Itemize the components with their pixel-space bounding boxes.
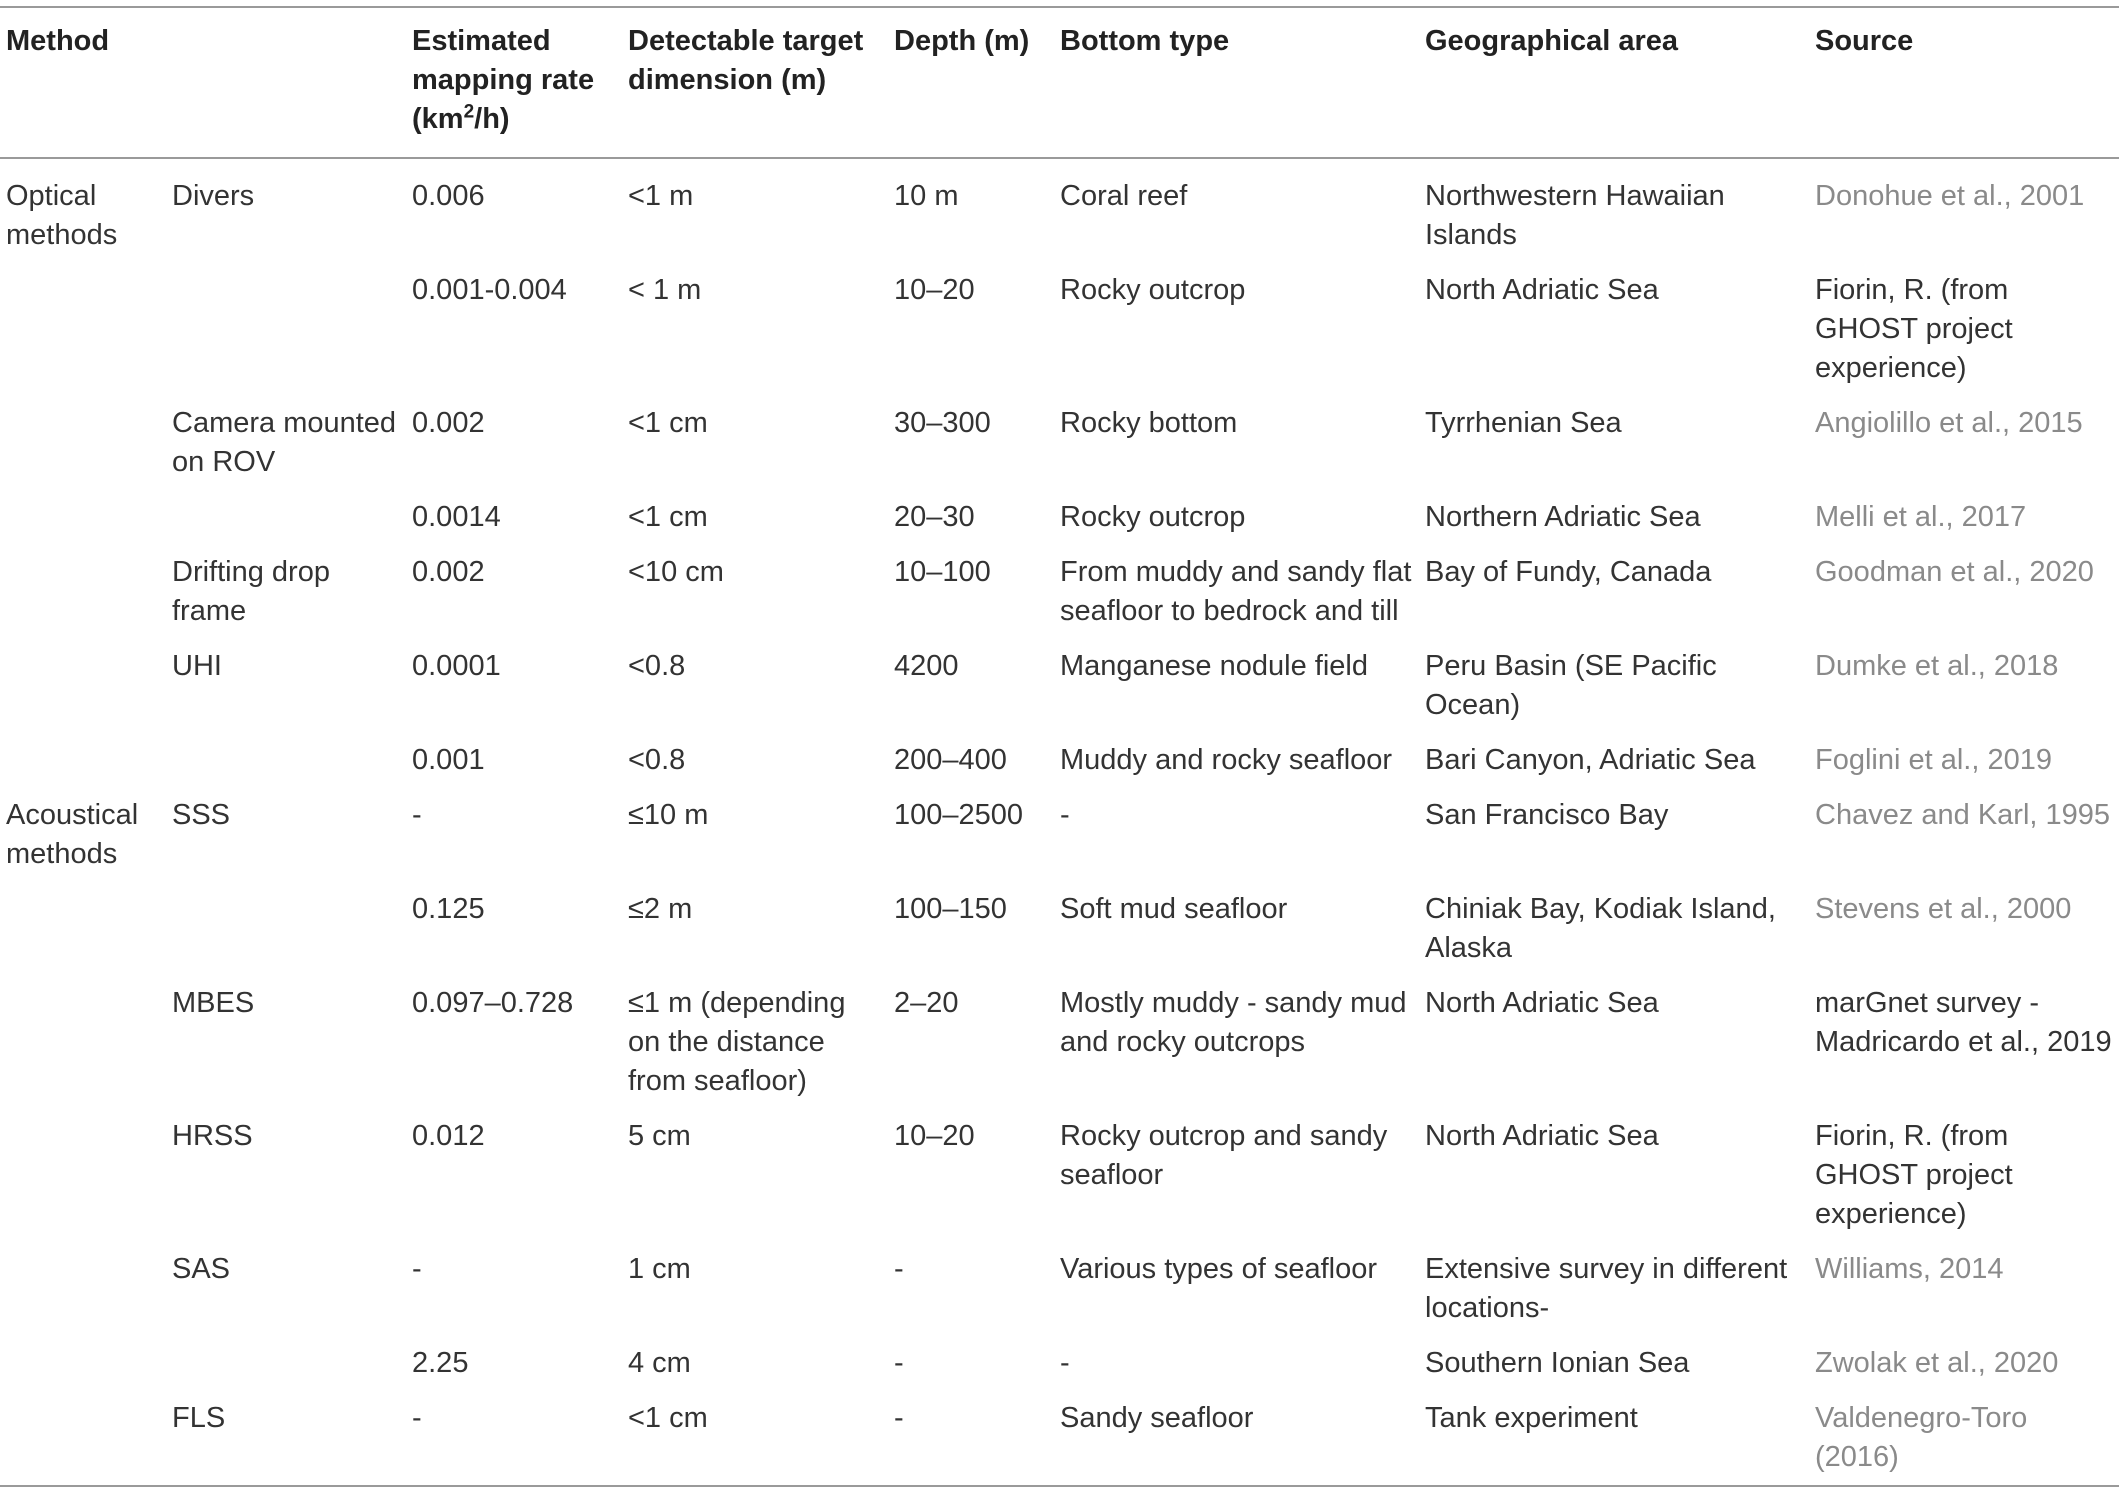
method-cell bbox=[166, 882, 406, 976]
target-dimension-cell: ≤1 m (depending on the distance from seafloor) bbox=[628, 987, 846, 1097]
method-cell: Camera mounted on ROV bbox=[172, 407, 397, 478]
method-cell: UHI bbox=[172, 650, 222, 682]
table-row bbox=[0, 1391, 2119, 1486]
bottom-type-cell: - bbox=[1060, 1347, 1070, 1379]
group-cell: Acoustical methods bbox=[6, 799, 139, 870]
target-dimension-cell: 1 cm bbox=[628, 1253, 691, 1285]
target-dimension-cell: <0.8 bbox=[628, 744, 686, 776]
target-dimension-cell: ≤10 m bbox=[628, 799, 709, 831]
group-cell: Optical methods bbox=[6, 180, 118, 251]
header-mapping-rate-text: Estimated mapping rate (km bbox=[412, 25, 595, 135]
bottom-type-cell: Rocky outcrop bbox=[1060, 274, 1246, 306]
bottom-type-cell: Rocky outcrop bbox=[1060, 501, 1246, 533]
bottom-type-cell: Soft mud seafloor bbox=[1060, 893, 1288, 925]
table-row bbox=[0, 1242, 2119, 1336]
methods-table bbox=[0, 6, 2119, 1487]
group-cell bbox=[0, 545, 166, 639]
target-dimension-cell: 5 cm bbox=[628, 1120, 691, 1152]
header-target-dimension: Detectable target dimension (m) bbox=[628, 25, 864, 96]
source-cell[interactable]: Stevens et al., 2000 bbox=[1815, 893, 2072, 925]
source-cell[interactable]: Dumke et al., 2018 bbox=[1815, 650, 2059, 682]
group-cell bbox=[0, 733, 166, 788]
method-cell: Drifting drop frame bbox=[172, 556, 330, 627]
source-cell[interactable]: Williams, 2014 bbox=[1815, 1253, 2004, 1285]
header-depth: Depth (m) bbox=[894, 25, 1030, 57]
method-cell: HRSS bbox=[172, 1120, 253, 1152]
mapping-rate-cell: 0.012 bbox=[412, 1120, 485, 1152]
geographical-area-cell: Tank experiment bbox=[1425, 1402, 1638, 1434]
mapping-rate-cell: 0.001-0.004 bbox=[412, 274, 567, 306]
table-row bbox=[0, 733, 2119, 788]
group-cell bbox=[0, 1242, 166, 1336]
source-cell[interactable]: Melli et al., 2017 bbox=[1815, 501, 2027, 533]
table-row bbox=[0, 545, 2119, 639]
group-cell bbox=[0, 1336, 166, 1391]
header-method: Method bbox=[6, 25, 110, 57]
header-source: Source bbox=[1815, 25, 1914, 57]
header-bottom-type: Bottom type bbox=[1060, 25, 1230, 57]
mapping-rate-cell: 0.097–0.728 bbox=[412, 987, 574, 1019]
geographical-area-cell: Extensive survey in different locations- bbox=[1425, 1253, 1788, 1324]
source-cell: Fiorin, R. (from GHOST project experience) bbox=[1815, 1120, 2013, 1230]
depth-cell: 100–2500 bbox=[894, 799, 1024, 831]
geographical-area-cell: Northern Adriatic Sea bbox=[1425, 501, 1701, 533]
depth-cell: 10–100 bbox=[894, 556, 991, 588]
mapping-rate-cell: 0.002 bbox=[412, 556, 485, 588]
group-cell bbox=[0, 1109, 166, 1242]
table-row bbox=[0, 882, 2119, 976]
depth-cell: 30–300 bbox=[894, 407, 991, 439]
bottom-type-cell: Sandy seafloor bbox=[1060, 1402, 1254, 1434]
group-cell bbox=[0, 396, 166, 490]
depth-cell: 20–30 bbox=[894, 501, 975, 533]
target-dimension-cell: <0.8 bbox=[628, 650, 686, 682]
source-cell[interactable]: Angiolillo et al., 2015 bbox=[1815, 407, 2083, 439]
group-cell bbox=[0, 490, 166, 545]
method-cell bbox=[166, 733, 406, 788]
source-cell[interactable]: Foglini et al., 2019 bbox=[1815, 744, 2052, 776]
target-dimension-cell: 4 cm bbox=[628, 1347, 691, 1379]
header-row bbox=[0, 7, 2119, 158]
target-dimension-cell: <1 cm bbox=[628, 1402, 708, 1434]
geographical-area-cell: Bay of Fundy, Canada bbox=[1425, 556, 1712, 588]
geographical-area-cell: Tyrrhenian Sea bbox=[1425, 407, 1622, 439]
depth-cell: 4200 bbox=[894, 650, 959, 682]
method-cell bbox=[166, 1336, 406, 1391]
source-cell[interactable]: Valdenegro-Toro (2016) bbox=[1815, 1402, 2028, 1473]
mapping-rate-cell: 0.002 bbox=[412, 407, 485, 439]
group-cell bbox=[0, 1391, 166, 1486]
depth-cell: 2–20 bbox=[894, 987, 959, 1019]
header-mapping-rate bbox=[406, 7, 622, 158]
header-submethod bbox=[166, 7, 406, 158]
geographical-area-cell: Bari Canyon, Adriatic Sea bbox=[1425, 744, 1756, 776]
table-row bbox=[0, 1109, 2119, 1242]
table-row bbox=[0, 976, 2119, 1109]
depth-cell: - bbox=[894, 1347, 904, 1379]
geographical-area-cell: Northwestern Hawaiian Islands bbox=[1425, 180, 1725, 251]
method-cell: MBES bbox=[172, 987, 255, 1019]
mapping-rate-cell: - bbox=[412, 1402, 422, 1434]
target-dimension-cell: <1 m bbox=[628, 180, 694, 212]
mapping-rate-cell: 0.0001 bbox=[412, 650, 501, 682]
depth-cell: 10 m bbox=[894, 180, 959, 212]
target-dimension-cell: ≤2 m bbox=[628, 893, 693, 925]
source-cell[interactable]: Goodman et al., 2020 bbox=[1815, 556, 2094, 588]
method-cell bbox=[166, 490, 406, 545]
geographical-area-cell: North Adriatic Sea bbox=[1425, 987, 1659, 1019]
group-cell bbox=[0, 639, 166, 733]
target-dimension-cell: < 1 m bbox=[628, 274, 702, 306]
geographical-area-cell: North Adriatic Sea bbox=[1425, 1120, 1659, 1152]
table-row bbox=[0, 639, 2119, 733]
source-cell: Fiorin, R. (from GHOST project experience) bbox=[1815, 274, 2013, 384]
header-geographical-area: Geographical area bbox=[1425, 25, 1679, 57]
method-cell: SAS bbox=[172, 1253, 231, 1285]
mapping-rate-cell: - bbox=[412, 1253, 422, 1285]
target-dimension-cell: <10 cm bbox=[628, 556, 724, 588]
header-mapping-rate-unit: /h) bbox=[474, 103, 510, 135]
group-cell bbox=[0, 263, 166, 396]
bottom-type-cell: From muddy and sandy flat seafloor to bedrock and till bbox=[1060, 556, 1412, 627]
depth-cell: 100–150 bbox=[894, 893, 1007, 925]
bottom-type-cell: Manganese nodule field bbox=[1060, 650, 1368, 682]
bottom-type-cell: Various types of seafloor bbox=[1060, 1253, 1378, 1285]
method-cell: Divers bbox=[172, 180, 255, 212]
target-dimension-cell: <1 cm bbox=[628, 501, 708, 533]
source-cell[interactable]: Donohue et al., 2001 bbox=[1815, 180, 2085, 212]
depth-cell: 10–20 bbox=[894, 1120, 975, 1152]
group-cell bbox=[0, 882, 166, 976]
mapping-rate-cell: 0.125 bbox=[412, 893, 485, 925]
method-cell bbox=[166, 263, 406, 396]
depth-cell: - bbox=[894, 1402, 904, 1434]
table-row bbox=[0, 158, 2119, 263]
table-row bbox=[0, 490, 2119, 545]
bottom-type-cell: Coral reef bbox=[1060, 180, 1188, 212]
mapping-rate-cell: 0.0014 bbox=[412, 501, 501, 533]
bottom-type-cell: Rocky bottom bbox=[1060, 407, 1238, 439]
geographical-area-cell: Peru Basin (SE Pacific Ocean) bbox=[1425, 650, 1717, 721]
table-row bbox=[0, 263, 2119, 396]
table-body bbox=[0, 158, 2119, 1486]
mapping-rate-cell: 0.006 bbox=[412, 180, 485, 212]
geographical-area-cell: Southern Ionian Sea bbox=[1425, 1347, 1690, 1379]
table-row bbox=[0, 788, 2119, 882]
depth-cell: - bbox=[894, 1253, 904, 1285]
method-cell: FLS bbox=[172, 1402, 226, 1434]
source-cell: marGnet survey - Madricardo et al., 2019 bbox=[1815, 987, 2112, 1058]
target-dimension-cell: <1 cm bbox=[628, 407, 708, 439]
geographical-area-cell: Chiniak Bay, Kodiak Island, Alaska bbox=[1425, 893, 1776, 964]
method-cell: SSS bbox=[172, 799, 231, 831]
bottom-type-cell: Muddy and rocky seafloor bbox=[1060, 744, 1393, 776]
depth-cell: 10–20 bbox=[894, 274, 975, 306]
geographical-area-cell: San Francisco Bay bbox=[1425, 799, 1669, 831]
source-cell[interactable]: Zwolak et al., 2020 bbox=[1815, 1347, 2059, 1379]
table-row bbox=[0, 396, 2119, 490]
group-cell bbox=[0, 976, 166, 1109]
table-row bbox=[0, 1336, 2119, 1391]
depth-cell: 200–400 bbox=[894, 744, 1007, 776]
mapping-rate-cell: 0.001 bbox=[412, 744, 485, 776]
header-mapping-rate-sup: 2 bbox=[463, 101, 475, 123]
source-cell[interactable]: Chavez and Karl, 1995 bbox=[1815, 799, 2111, 831]
geographical-area-cell: North Adriatic Sea bbox=[1425, 274, 1659, 306]
mapping-rate-cell: 2.25 bbox=[412, 1347, 469, 1379]
mapping-rate-cell: - bbox=[412, 799, 422, 831]
bottom-type-cell: Mostly muddy - sandy mud and rocky outcrops bbox=[1060, 987, 1407, 1058]
bottom-type-cell: - bbox=[1060, 799, 1070, 831]
bottom-type-cell: Rocky outcrop and sandy seafloor bbox=[1060, 1120, 1388, 1191]
